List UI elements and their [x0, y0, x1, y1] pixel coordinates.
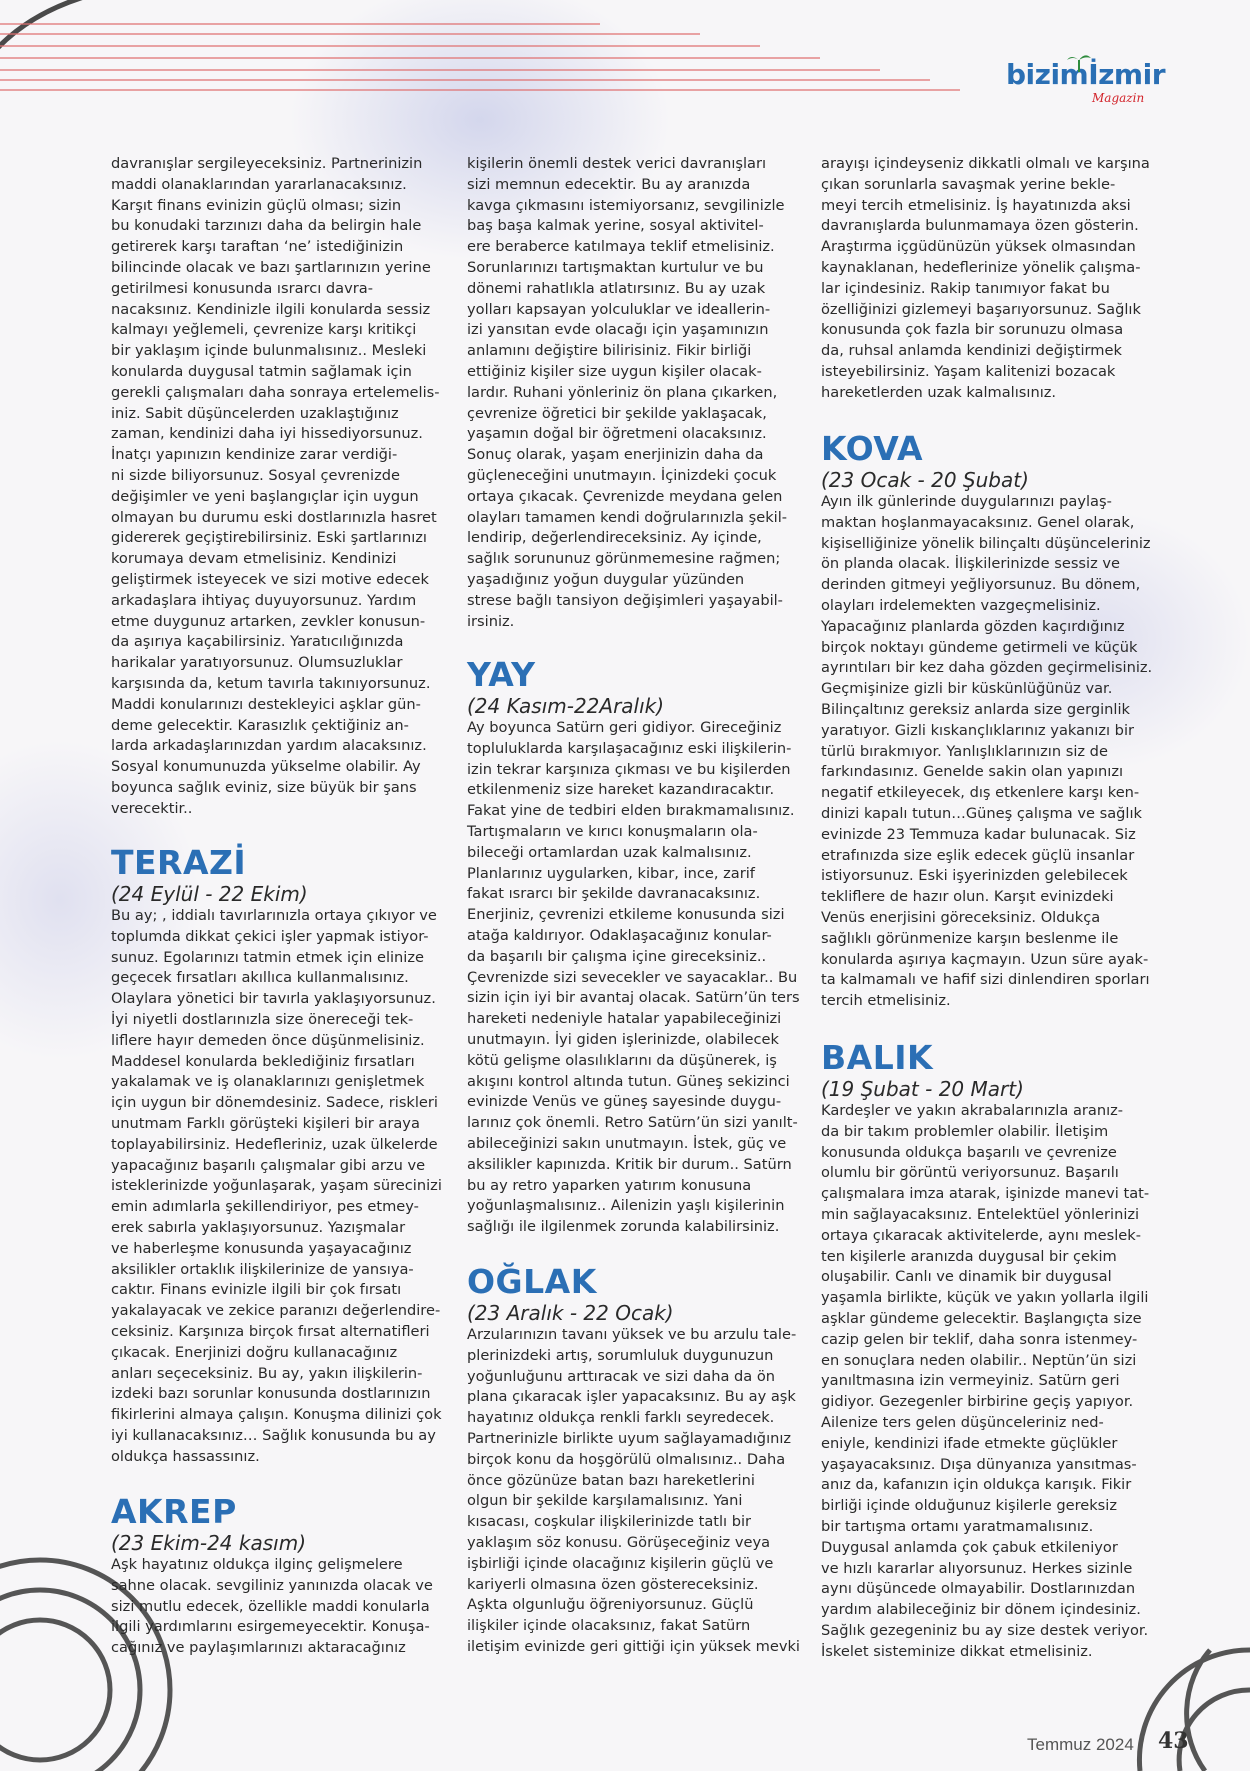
sign-text: Aşk hayatınız oldukça ilginç gelişmelere sahne olacak. sevgiliniz yanınızda olacak ve sizi mutlu edecek, özellikle maddi konularla ilgili yardımlarını esirgemeyecektir. Konuşa- cağınız ve paylaşımlarınızı aktaracağınız: [111, 1556, 433, 1657]
sign-text: Kardeşler ve yakın akrabalarınızla aranız- da bir takım problemler olabilir. İletişim konusunda oldukça başarılı ve çevrenize olumlu bir görüntü veriyorsunuz. Başarılı çalışmalara imza atarak, işinizde manevi tat- min sağlayacaksınız. Entelektüel yönlerinizi ortaya çıkaracak aktivitelerde, aynı meslek- ten kişilerle aranızda duygusal bir çekim oluşabilir. Canlı ve dinamik bir duygusal yaşamla birlikte, küçük ve yakın yollarla ilgili aşklar gündeme gelecektir. Başlangıçta size cazip gelen bir teklif, daha sonra istenmey- en sonuçlara neden olabilir.. Neptün’ün sizi yanıltmasına izin vermeyiniz. Satürn geri gidiyor. Gezegenler birbirine geçiş yapıyor. Ailenize ters gelen düşünceleriniz ned- eniyle, kendinizi ifade etmekte güçlükler yaşayacaksınız. Dışa dünyanıza yansıtmas- anız da, kafanızın için oldukça karışık. Fikir birliği içinde olduğunuz kişilerle gereksiz bir tartışma ortamı yaratmamalısınız. Duygusal anlamda çok çabuk etkileniyor ve hızlı kararlar alıyorsunuz. Herkes sizinle aynı düşüncede olmayabilir. Dostlarınızdan yardım alabileceğiniz bir dönem içindesiniz. Sağlık gezegeniniz bu ay size destek veriyor. İskelet sisteminize dikkat etmelisiniz.: [821, 1102, 1150, 1660]
column-3: [821, 154, 1161, 404]
sign-dates: (19 Şubat - 20 Mart): [821, 1077, 1024, 1101]
section-oglak: [467, 1263, 807, 1658]
sign-text: Ayın ilk günlerinde duygularınızı paylaş- maktan hoşlanmayacaksınız. Genel olarak, kişiselliğinize yönelik bilinçaltı düşünceleriniz ön planda olacak. İlişkilerinizde sessiz ve derinden gitmeyi yeğliyorsunuz. Bu dönem, olayları irdelemekten vazgeçmelisiniz. Yapacağınız planlarda gözden kaçırdığınız birçok noktayı gündeme getirmeli ve küçük ayrıntıları bir kez daha gözden geçirmelisiniz. Geçmişinize gizli bir küskünlüğünüz var. Bilinçaltınız gereksiz anlarda size gerginlik yaratıyor. Gizli kıskançlıklarınız yakanızı bir türlü bırakmıyor. Yanlışlıklarınızın siz de farkındasınız. Genelde sakin olan yapınızı negatif etkileyecek, dış etkenlere karşı ken- dinizi kapalı tutun…Güneş çalışma ve sağlık evinizde 23 Temmuza kadar bulunacak. Siz etrafınızda size eşlik edecek güçlü insanlar istiyorsunuz. Eski işyerinizden gelebilecek tekliflere de hazır olun. Karşıt evinizdeki Venüs enerjisini göreceksiniz. Oldukça sağlıklı görünmenize karşın beslenme ile konularda aşırıya kaçmayın. Uzun süre ayak- ta kalmamalı ve hafif sizi dinlendiren sporları tercih etmelisiniz.: [821, 493, 1153, 1010]
header-stripes: [0, 0, 1000, 100]
sign-dates: (24 Eylül - 22 Ekim): [111, 882, 308, 906]
sign-dates: (23 Aralık - 22 Ocak): [467, 1301, 674, 1325]
sign-text: Arzularınızın tavanı yüksek ve bu arzulu tale- plerinizdeki artış, sorumluluk duygunuzun yoğunluğunu arttıracak ve sizi daha da ön plana çıkaracak işler yapacaksınız. Bu ay aşk hayatınız oldukça renkli farklı seyredecek. Partnerinizle birlikte uyum sağlayamadığınız birçok konu da hoşgörülü olmalısınız.. Daha önce gözünüze batan bazı hareketlerini olgun bir şekilde karşılamalısınız. Yani kısacası, coşkular ilişkilerinizde tatlı bir yaklaşım söz konusu. Görüşeceğiniz veya işbirliği içinde olacağınız kişilerin güçlü ve kariyerli olmasına özen göstereceksiniz. Aşkta olgunluğu öğreniyorsunuz. Güçlü ilişkiler içinde olacaksınız, fakat Satürn iletişim evinizde geri gittiği için yüksek mevki: [467, 1326, 800, 1655]
sign-dates: (23 Ekim-24 kasım): [111, 1531, 306, 1555]
body-text: kişilerin önemli destek verici davranışları sizi memnun edecektir. Bu ay aranızda kavga çıkmasını istemiyorsanız, sevgilinizle baş başa kalmak yerine, sosyal aktivitel- ere beraberce katılmaya teklif etmelisiniz. Sorunlarınızı tartışmaktan kurtulur ve bu dönemi rahatlıkla atlatırsınız. Bu ay uzak yolları kapsayan yolculuklar ve ideallerin- izi yansıtan evde olacağı için yaşamınızın anlamını değiştire bilirisiniz. Fikir birliği ettiğiniz kişiler size uygun kişiler olacak- lardır. Ruhani yönleriniz ön plana çıkarken, çevrenize öğretici bir şekilde yaklaşacak, yaşamın doğal bir öğretmeni olacaksınız. Sonuç olarak, yaşam enerjinizin daha da güçleneceğini unutmayın. İçinizdeki çocuk ortaya çıkacak. Çevrenizde meydana gelen olayları tamamen kendi doğrularınızla şekil- lendirip, değerlendireceksiniz. Ay içinde, sağlık sorununuz görünmemesine rağmen; yaşadığınız yoğun duygular yüzünden strese bağlı tansiyon değişimleri yaşayabil- irsiniz.: [467, 155, 788, 630]
brand-subtitle: Magazin: [1092, 91, 1145, 105]
body-text: arayışı içindeyseniz dikkatli olmalı ve karşına çıkan sorunlarla savaşmak yerine bekle- meyi tercih etmelisiniz. İş hayatınızda aksi davranışlarda bulunmamaya özen gösterin. Araştırma içgüdünüzün yüksek olmasından kaynaklanan, hedeflerinize yönelik çalışma- lar içindesiniz. Rakip tanımıyor fakat bu özelliğinizi gizlemeyi başarıyorsunuz. Sağlık konusunda çok fazla bir sorunuzu olmasa da, ruhsal anlamda kendinizi değiştirmek isteyebilirsiniz. Yaşam kalitenizi bozacak hareketlerden uzak kalmalısınız.: [821, 155, 1150, 401]
sign-title: TERAZİ: [111, 843, 247, 882]
palm-icon: [1067, 52, 1091, 72]
stripe-lines: [0, 24, 960, 90]
body-text: davranışlar sergileyeceksiniz. Partnerinizin maddi olanaklarından yararlanacaksınız. Karşıt finans evinizin güçlü olması; sizin bu konudaki tarzınızı daha da belirgin hale getirerek karşı taraftan ‘ne’ istediğinizin bilincinde olacak ve bazı şartlarınızın yerine getirilmesi konusunda ısrarcı davra- nacaksınız. Kendinizle ilgili konularda sessiz kalmayı yeğlemeli, çevrenize karşı kritikçi bir yaklaşım içinde bulunmalısınız.. Mesleki konularda duygusal tatmin sağlamak için gerekli çalışmaları daha sonraya ertelemelis- iniz. Sabit düşüncelerden uzaklaştığınız zaman, kendinizi daha iyi hissediyorsunuz. İnatçı yapınızın kendinize zarar verdiği- ni sizde biliyorsunuz. Sosyal çevrenizde değişimler ve yeni başlangıçlar için uygun olmayan bu durumu eski dostlarınızla hasret gidererek geçiştirebilirsiniz. Eski şartlarınızı korumaya devam etmelisiniz. Kendinizi geliştirmek isteyecek ve sizi motive edecek arkadaşlara ihtiyaç duyuyorsunuz. Yardım etme duygunuz artarken, zevkler konusun- da aşırıya kaçabilirsiniz. Yaratıcılığınızda harikalar yaratıyorsunuz. Olumsuzluklar karşısında da, ketum tavırla takınıyorsunuz. Maddi konularınızı destekleyici aşklar gün- deme gelecektir. Karasızlık çektiğiniz an- larda arkadaşlarınızdan yardım alacaksınız. Sosyal konumunuzda yükselme olabilir. Ay boyunca sağlık eviniz, size büyük bir şans verecektir..: [111, 155, 440, 817]
sign-text: Bu ay; , iddialı tavırlarınızla ortaya çıkıyor ve toplumda dikkat çekici işler yapmak istiyor- sunuz. Egolarınızı tatmin etmek için elinize geçecek fırsatları akıllıca kullanmalısınız. Olaylara yönetici bir tavırla yaklaşıyorsunuz. İyi niyetli dostlarınızla size önereceği tek- liflere hayır demeden önce düşünmelisiniz. Maddesel konularda beklediğiniz fırsatları yakalamak ve iş olanaklarınızı genişletmek için uygun bir dönemdesiniz. Sadece, riskleri unutmam Farklı görüşteki kişileri bir araya toplayabilirsiniz. Hedefleriniz, uzak ülkelerde yapacağınız başarılı çalışmalar gibi arzu ve isteklerinizde yoğunlaşarak, yaşam sürecinizi emin adımlarla şekillendiriyor, pes etmey- erek sabırla yaklaşıyorsunuz. Yazışmalar ve haberleşme konusunda yaşayacağınız aksilikler ortaklık ilişkilerinize de yansıya- caktır. Finans evinizle ilgili bir çok fırsatı yakalayacak ve zekice paranızı değerlendire- ceksiniz. Karşınıza birçok fırsat alternatifleri çıkacak. Enerjinizi doğru kullanacağınız anları seçeceksiniz. Bu ay, yakın ilişkilerin- izdeki bazı sorunlar konusunda dostlarınızın fikirlerini almaya çalışın. Konuşma dilinizi çok iyi kullanacaksınız… Sağlık konusunda bu ay oldukça hassassınız.: [111, 907, 442, 1465]
brand-logo[interactable]: [1006, 58, 1176, 113]
sign-title: OĞLAK: [467, 1262, 597, 1301]
issue-date: Temmuz 2024: [1027, 1735, 1134, 1754]
section-yay: [467, 656, 807, 1238]
sign-title: BALIK: [821, 1038, 934, 1077]
column-1: [111, 154, 451, 820]
section-kova: [821, 430, 1161, 1012]
sign-dates: (24 Kasım-22Aralık): [467, 694, 665, 718]
section-akrep: [111, 1493, 451, 1659]
page-number: 43: [1158, 1728, 1189, 1754]
brand-name: bizimİzmir: [1006, 58, 1166, 91]
column-2: [467, 154, 807, 632]
sign-dates: (23 Ocak - 20 Şubat): [821, 468, 1029, 492]
sign-title: KOVA: [821, 429, 924, 468]
section-balik: [821, 1039, 1161, 1663]
sign-title: YAY: [467, 655, 536, 694]
section-terazi: [111, 844, 451, 1468]
sign-text: Ay boyunca Satürn geri gidiyor. Gireceğiniz topluluklarda karşılaşacağınız eski ilişkilerin- izin tekrar karşınıza çıkması ve bu kişilerden etkilenmeniz size hareket kazandıracaktır. Fakat yine de tedbiri elden bırakmamalısınız. Tartışmaların ve kırıcı konuşmaların ola- bileceği ortamlardan uzak kalmalısınız. Planlarınız uygularken, kibar, ince, zarif fakat ısrarcı bir şekilde davranacaksınız. Enerjiniz, çevrenizi etkileme konusunda sizi atağa kaldırıyor. Odaklaşacağınız konular- da başarılı bir çalışma içine gireceksiniz.. Çevrenizde sizi sevecekler ve sayacaklar.. Bu sizin için iyi bir avantaj olacak. Satürn’ün ters hareketi nedeniyle hatalar yapabileceğinizi unutmayın. İyi giden işlerinizde, olabilecek kötü gelişme olasılıklarını da düşünerek, iş akışını kontrol altında tutun. Güneş sekizinci evinizde Venüs ve güneş sayesinde duygu- larınız çok önemli. Retro Satürn’ün sizi yanılt- abileceğinizi sakın unutmayın. İstek, güç ve aksilikler kapınızda. Kritik bir durum.. Satürn bu ay retro yaparken yatırım konusuna yoğunlaşmalısınız.. Ailenizin yaşlı kişilerinin sağlığı ile ilgilenmek zorunda kalabilirsiniz.: [467, 719, 800, 1236]
ring-ornament-bottom-right: [1139, 1650, 1250, 1771]
sign-title: AKREP: [111, 1492, 237, 1531]
